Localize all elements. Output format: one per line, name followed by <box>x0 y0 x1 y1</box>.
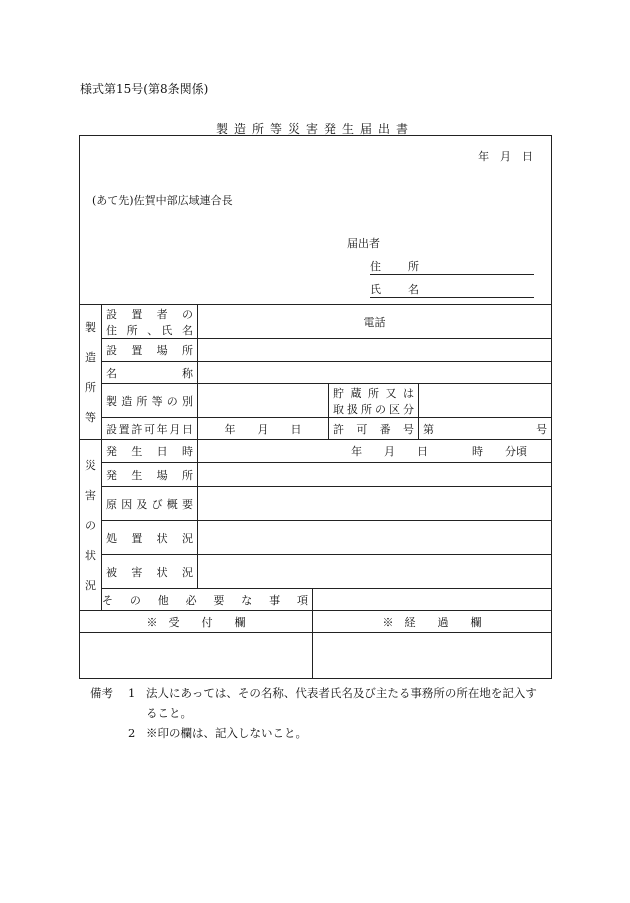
name-label: 名称 <box>102 362 198 384</box>
report-form <box>79 135 552 679</box>
location-label: 設置場所 <box>102 339 198 362</box>
storage-class-field[interactable] <box>419 384 552 418</box>
facility-group-label: 製 造 所 等 <box>80 305 102 440</box>
permit-number-label: 許 可 番 号 <box>329 418 419 440</box>
facility-type-label: 製造所等の別 <box>102 384 198 418</box>
applicant-label: 届出者 <box>347 237 380 250</box>
measures-label: 処置状況 <box>102 521 198 555</box>
permit-date-label: 設置許可年月日 <box>102 418 198 440</box>
installer-label: 設 置 者 の 住 所 、氏 名 <box>102 305 198 339</box>
disaster-group-label: 災 害 の 状 況 <box>80 440 102 611</box>
permit-number-field[interactable]: 第 号 <box>419 418 552 440</box>
storage-class-label: 貯 蔵 所 又 は 取扱所の区分 <box>329 384 419 418</box>
occurrence-place-field[interactable] <box>198 463 552 487</box>
other-matters-label: その他必要な事項 <box>102 589 313 611</box>
notes: 備考 1 法人にあっては、その名称、代表者氏名及び主たる事務所の所在地を記入すること。 2 ※印の欄は、記入しないこと。 <box>90 683 546 743</box>
form-number: 様式第15号(第8条関係) <box>80 82 209 96</box>
damage-field[interactable] <box>198 555 552 589</box>
location-field[interactable] <box>198 339 552 362</box>
other-matters-field[interactable] <box>313 589 552 611</box>
facility-name-field[interactable] <box>198 362 552 384</box>
occurrence-datetime-field[interactable]: 年 月 日 時 分頃 <box>198 440 552 463</box>
phone-label: 電話 <box>363 315 386 329</box>
cause-field[interactable] <box>198 487 552 521</box>
note-item: 法人にあっては、その名称、代表者氏名及び主たる事務所の所在地を記入すること。 <box>146 686 537 720</box>
facility-type-field[interactable] <box>198 384 329 418</box>
progress-column-label: ※ 経 過 欄 <box>313 611 552 633</box>
measures-field[interactable] <box>198 521 552 555</box>
permit-date-field[interactable]: 年 月 日 <box>198 418 329 440</box>
applicant-address-field[interactable]: 住 所 <box>370 258 534 275</box>
reception-field[interactable] <box>80 633 313 679</box>
occurrence-place-label: 発生場所 <box>102 463 198 487</box>
cause-label: 原因及び概要 <box>102 487 198 521</box>
submission-date[interactable]: 年 月 日 <box>478 150 534 163</box>
installer-field[interactable] <box>198 305 552 339</box>
applicant-name-field[interactable]: 氏 名 <box>370 281 534 298</box>
header-section <box>80 136 552 305</box>
occurrence-datetime-label: 発生日時 <box>102 440 198 463</box>
note-item: ※印の欄は、記入しないこと。 <box>146 726 307 740</box>
progress-field[interactable] <box>313 633 552 679</box>
notes-label: 備考 <box>90 686 113 700</box>
addressee: (あて先)佐賀中部広域連合長 <box>92 194 233 207</box>
reception-column-label: ※ 受 付 欄 <box>80 611 313 633</box>
form-title: 製造所等災害発生届出書 <box>215 122 414 136</box>
damage-label: 被害状況 <box>102 555 198 589</box>
